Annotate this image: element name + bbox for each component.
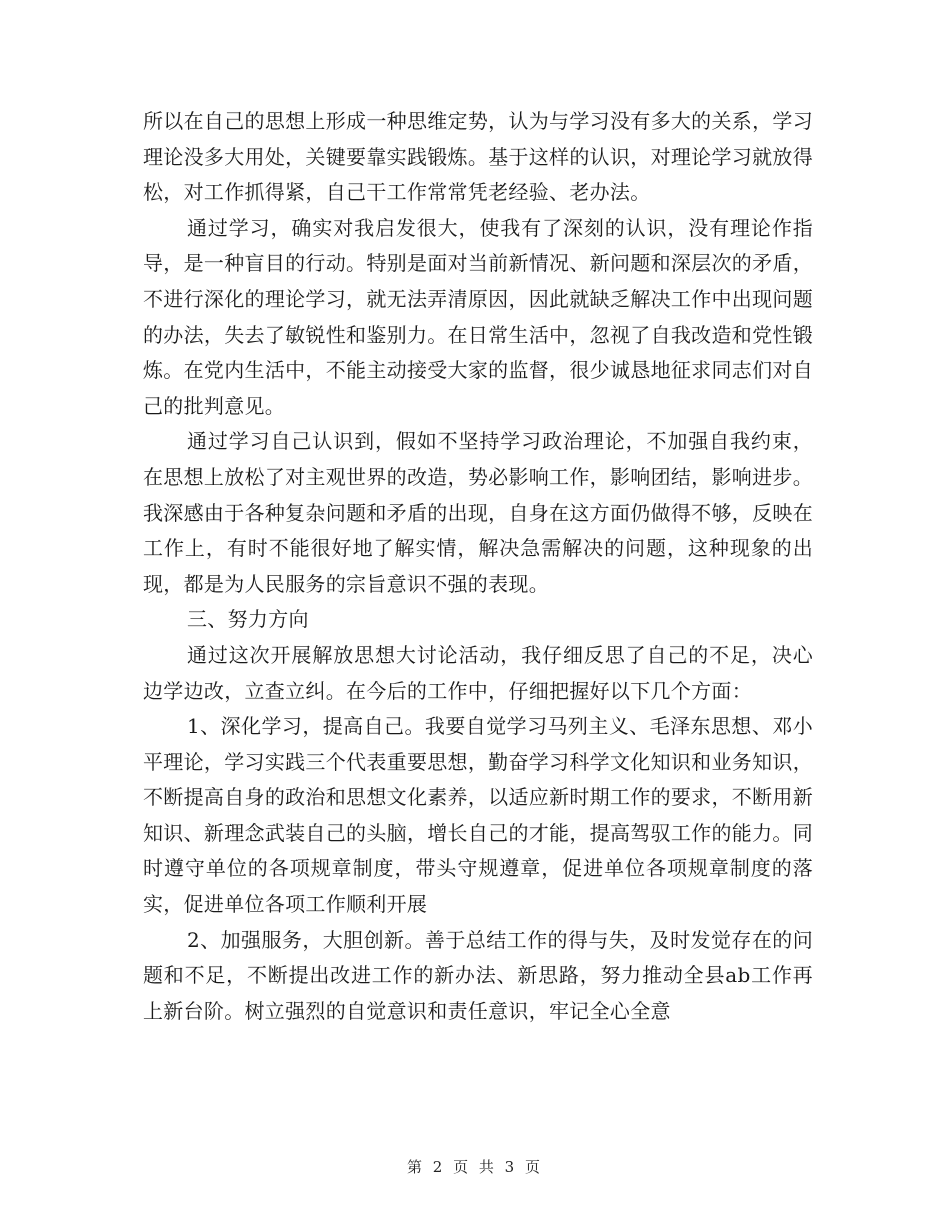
paragraph-item-2: 2、加强服务，大胆创新。善于总结工作的得与失，及时发觉存在的问题和不足，不断提出改进工作的新办法、新思路，努力推动全县ab工作再上新台阶。树立强烈的自觉意识和责任意识，牢记全心全意 [143,927,813,1023]
paragraph-continuation: 所以在自己的思想上形成一种思维定势，认为与学习没有多大的关系，学习理论没多大用处，关键要靠实践锻炼。基于这样的认识，对理论学习就放得松，对工作抓得紧，自己干工作常常凭老经验、老办法。 [143,109,813,205]
page-number-footer: 第 2 页 共 3 页 [407,1158,543,1176]
paragraph-learning-insight: 通过学习，确实对我启发很大，使我有了深刻的认识，没有理论作指导，是一种盲目的行动。特别是面对当前新情况、新问题和深层次的矛盾，不进行深化的理论学习，就无法弄清原因，因此就缺乏解决工作中出现问题的办法，失去了敏锐性和鉴别力。在日常生活中，忽视了自我改造和党性锻炼。在党内生活中，不能主动接受大家的监督，很少诚恳地征求同志们对自己的批判意见。 [143,215,813,418]
paragraph-item-1: 1、深化学习，提高自己。我要自觉学习马列主义、毛泽东思想、邓小平理论，学习实践三个代表重要思想，勤奋学习科学文化知识和业务知识，不断提高自身的政治和思想文化素养，以适应新时期工作的要求，不断用新知识、新理念武装自己的头脑，增长自己的才能，提高驾驭工作的能力。同时遵守单位的各项规章制度，带头守规遵章，促进单位各项规章制度的落实，促进单位各项工作顺利开展 [143,714,813,917]
paragraph-self-awareness: 通过学习自己认识到，假如不坚持学习政治理论，不加强自我约束，在思想上放松了对主观世界的改造，势必影响工作，影响团结，影响进步。我深感由于各种复杂问题和矛盾的出现，自身在这方面仍做得不够，反映在工作上，有时不能很好地了解实情，解决急需解决的问题，这种现象的出现，都是为人民服务的宗旨意识不强的表现。 [143,429,813,596]
document-body [143,104,813,1029]
section-heading: 三、努力方向 [187,607,309,632]
paragraph-reflection: 通过这次开展解放思想大讨论活动，我仔细反思了自己的不足，决心边学边改，立查立纠。在今后的工作中，仔细把握好以下几个方面： [143,642,813,703]
